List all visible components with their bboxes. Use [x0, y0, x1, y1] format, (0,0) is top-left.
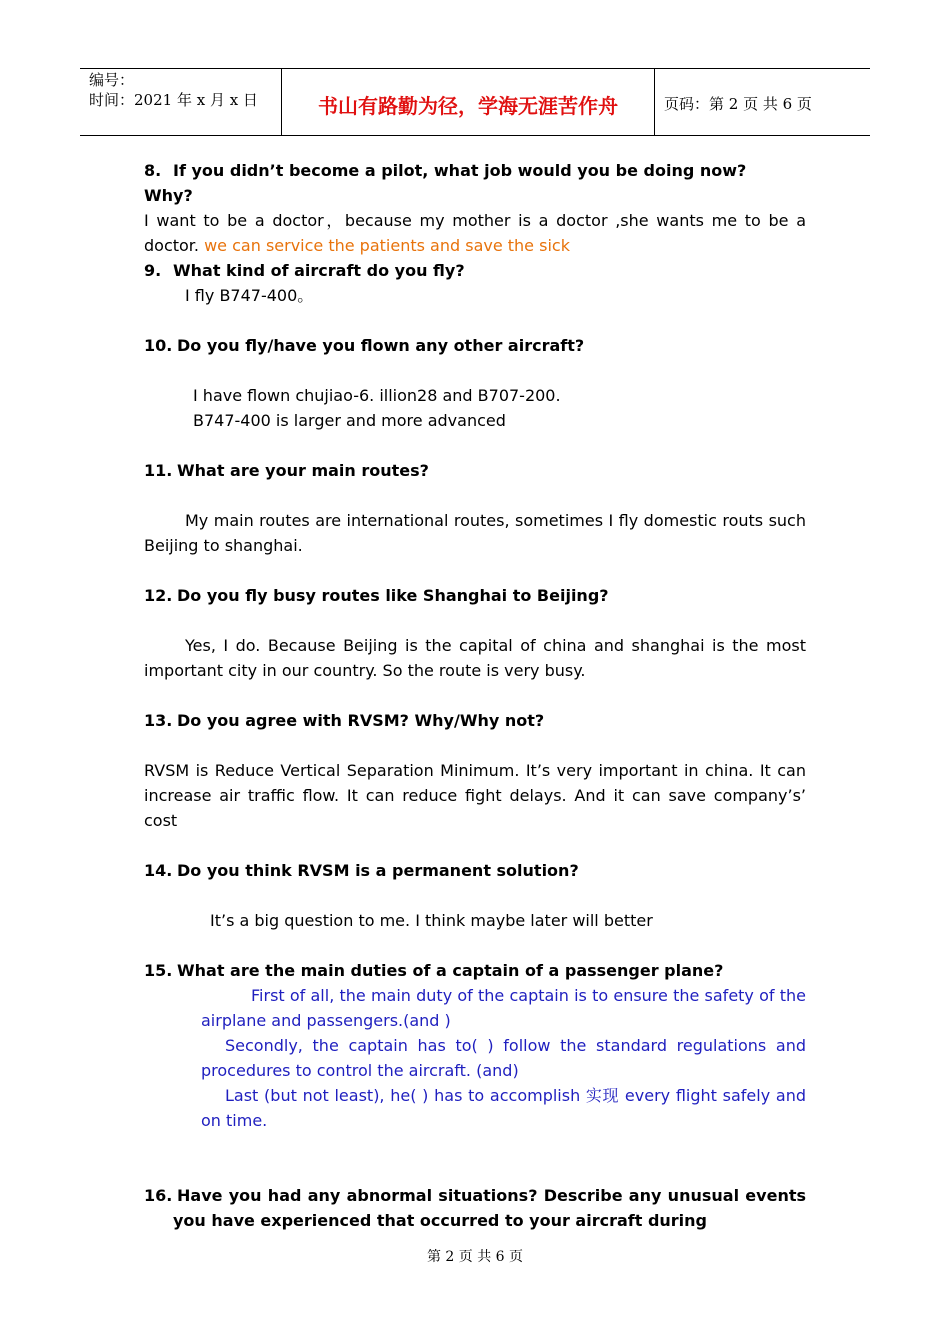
question-11 [144, 458, 806, 483]
question-number: 10. [144, 336, 173, 355]
answer-15-para-3: Last (but not least), he( ) has to accomplish 实现 every flight safely and on time. [201, 1086, 806, 1130]
document-body [144, 158, 806, 1233]
date-line: 时间：2021 年 x 月 x 日 [89, 91, 258, 109]
answer-text: I want to be a doctor，because my mother is a doctor ,she wants me to be a doctor. [144, 211, 806, 255]
header-page-info: 页码：第 2 页 共 6 页 [664, 95, 812, 113]
question-text: What are your main routes? [177, 461, 429, 480]
question-15 [144, 958, 806, 983]
page-footer: 第 2 页 共 6 页 [426, 1249, 524, 1265]
question-8-continuation: Why? [144, 186, 193, 205]
question-text: If you didn’t become a pilot, what job would you be doing now? [173, 161, 747, 180]
question-text: What kind of aircraft do you fly? [173, 261, 465, 280]
answer-11: My main routes are international routes, sometimes I fly domestic routs such Beijing to shanghai. [144, 511, 806, 555]
answer-highlight: we can service the patients and save the sick [204, 236, 570, 255]
question-9 [144, 258, 806, 283]
question-number: 16. [144, 1186, 173, 1205]
answer-9: I fly B747-400。 [185, 286, 314, 305]
question-number: 9. [144, 261, 162, 280]
question-13 [144, 708, 806, 733]
answer-15 [144, 983, 806, 1133]
question-number: 15. [144, 961, 173, 980]
question-text: Do you agree with RVSM? Why/Why not? [177, 711, 545, 730]
answer-14: It’s a big question to me. I think maybe later will better [210, 911, 653, 930]
answer-12: Yes, I do. Because Beijing is the capital of china and shanghai is the most important city in our country. So the route is very busy. [144, 636, 806, 680]
serial-label: 编号： [89, 71, 135, 89]
question-number: 8. [144, 161, 162, 180]
question-number: 13. [144, 711, 173, 730]
header-motto: 书山有路勤为径，学海无涯苦作舟 [318, 94, 618, 118]
question-text: What are the main duties of a captain of a passenger plane? [177, 961, 724, 980]
answer-8 [144, 208, 806, 258]
question-text: Do you fly busy routes like Shanghai to Beijing? [177, 586, 609, 605]
question-text: Do you fly/have you flown any other aircraft? [177, 336, 585, 355]
answer-13: RVSM is Reduce Vertical Separation Minimum. It’s very important in china. It can increase air traffic flow. It can reduce fight delays. And it can save company’s’ cost [144, 761, 806, 830]
header-divider-2 [654, 68, 655, 136]
header-left-cell [89, 70, 258, 110]
question-8 [144, 158, 806, 183]
question-number: 14. [144, 861, 173, 880]
answer-10-line-1: I have flown chujiao-6. illion28 and B707-200. [193, 386, 561, 405]
question-text: Do you think RVSM is a permanent solution? [177, 861, 579, 880]
header-divider-1 [281, 68, 282, 136]
answer-10-line-2: B747-400 is larger and more advanced [193, 411, 506, 430]
header-top-rule [80, 68, 870, 69]
question-14 [144, 858, 806, 883]
question-number: 11. [144, 461, 173, 480]
question-number: 12. [144, 586, 173, 605]
header-bottom-rule [80, 135, 870, 136]
question-12 [144, 583, 806, 608]
question-10 [144, 333, 806, 358]
answer-15-para-2: Secondly, the captain has to( ) follow the standard regulations and procedures to control the aircraft. (and) [201, 1036, 806, 1080]
answer-15-para-1: First of all, the main duty of the captain is to ensure the safety of the airplane and passengers.(and ) [201, 986, 806, 1030]
question-text: Have you had any abnormal situations? Describe any unusual events you have experienced that occurred to your aircraft during [173, 1186, 806, 1230]
question-16 [144, 1183, 806, 1233]
